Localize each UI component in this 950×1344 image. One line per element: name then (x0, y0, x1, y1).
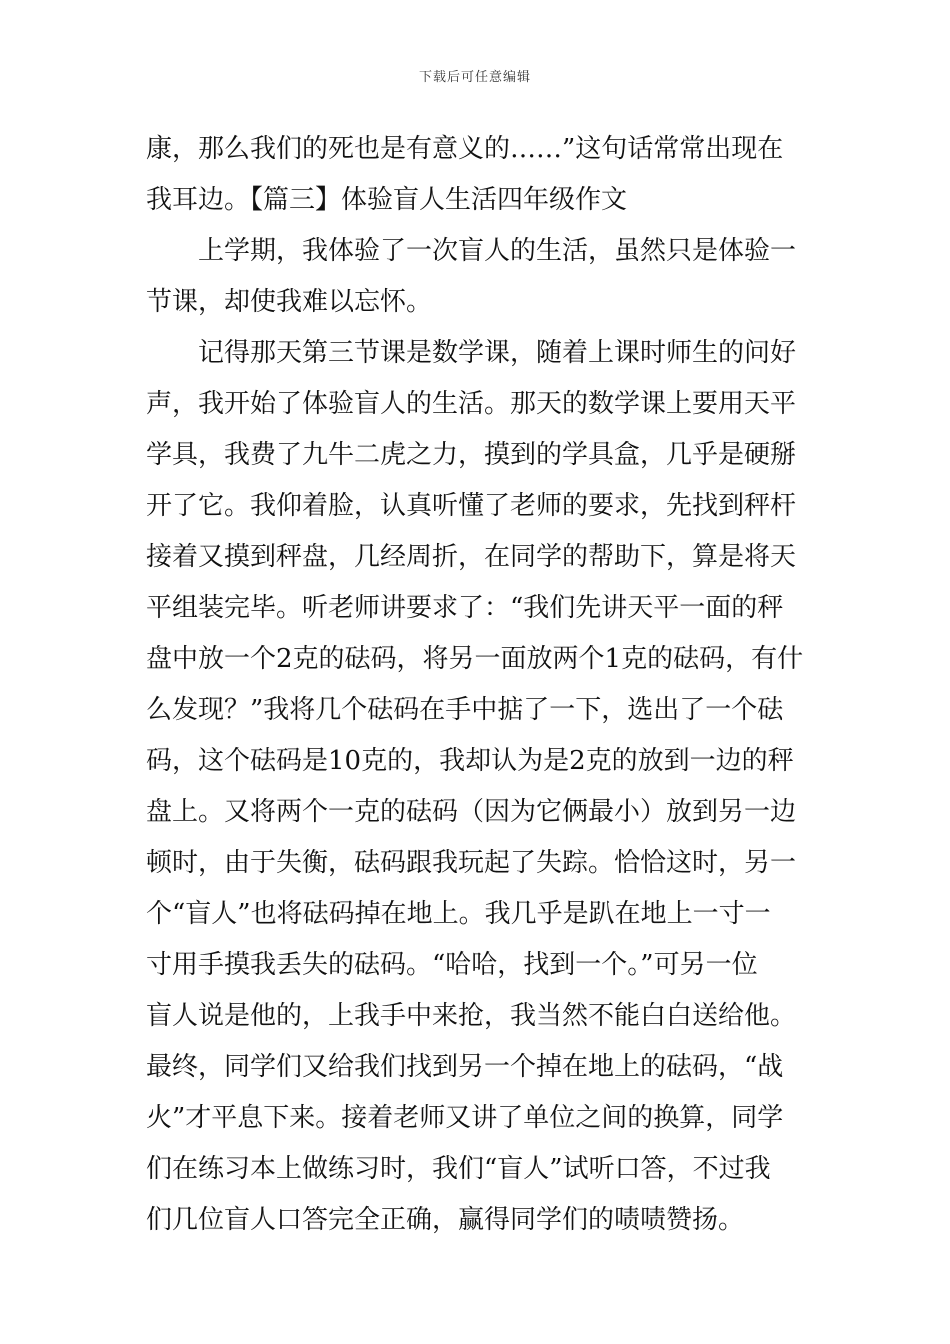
text-line: 个“盲人”也将砝码掉在地上。我几乎是趴在地上一寸一 (146, 899, 771, 929)
text-line: 火”才平息下来。接着老师又讲了单位之间的换算，同学 (146, 1103, 784, 1133)
text-line: 我耳边。【篇三】体验盲人生活四年级作文 (146, 185, 628, 215)
text-line: 盘中放一个2克的砝码，将另一面放两个1克的砝码，有什 (146, 644, 804, 674)
text-line: 寸用手摸我丢失的砝码。“哈哈，找到一个。”可另一位 (146, 950, 758, 980)
text-line: 开了它。我仰着脸，认真听懂了老师的要求，先找到秤杆 (146, 491, 797, 521)
text-line: 们在练习本上做练习时，我们“盲人”试听口答，不过我 (146, 1154, 771, 1184)
text-line: 学具，我费了九牛二虎之力，摸到的学具盒，几乎是硬掰 (146, 440, 797, 470)
text-line: 么发现？”我将几个砝码在手中掂了一下，选出了一个砝 (146, 695, 784, 725)
text-line: 最终，同学们又给我们找到另一个掉在地上的砝码，“战 (146, 1052, 784, 1082)
text-line: 盘上。又将两个一克的砝码（因为它俩最小）放到另一边 (146, 797, 797, 827)
text-line: 顿时，由于失衡，砝码跟我玩起了失踪。恰恰这时，另一 (146, 848, 797, 878)
page-header: 下载后可任意编辑 (418, 70, 531, 85)
text-line: 记得那天第三节课是数学课，随着上课时师生的问好 (146, 338, 797, 368)
text-line: 码，这个砝码是10克的，我却认为是2克的放到一边的秤 (146, 746, 794, 776)
text-line: 平组装完毕。听老师讲要求了：“我们先讲天平一面的秤 (146, 593, 784, 623)
text-line: 接着又摸到秤盘，几经周折，在同学的帮助下，算是将天 (146, 542, 797, 572)
text-line: 声，我开始了体验盲人的生活。那天的数学课上要用天平 (146, 389, 797, 419)
text-line: 们几位盲人口答完全正确，赢得同学们的啧啧赞扬。 (146, 1205, 745, 1235)
document-body (146, 124, 808, 1246)
text-line: 上学期，我体验了一次盲人的生活，虽然只是体验一 (146, 236, 797, 266)
text-line: 康，那么我们的死也是有意义的……”这句话常常出现在 (146, 134, 784, 164)
text-line: 节课，却使我难以忘怀。 (146, 287, 433, 317)
text-line: 盲人说是他的，上我手中来抢，我当然不能白白送给他。 (146, 1001, 797, 1031)
